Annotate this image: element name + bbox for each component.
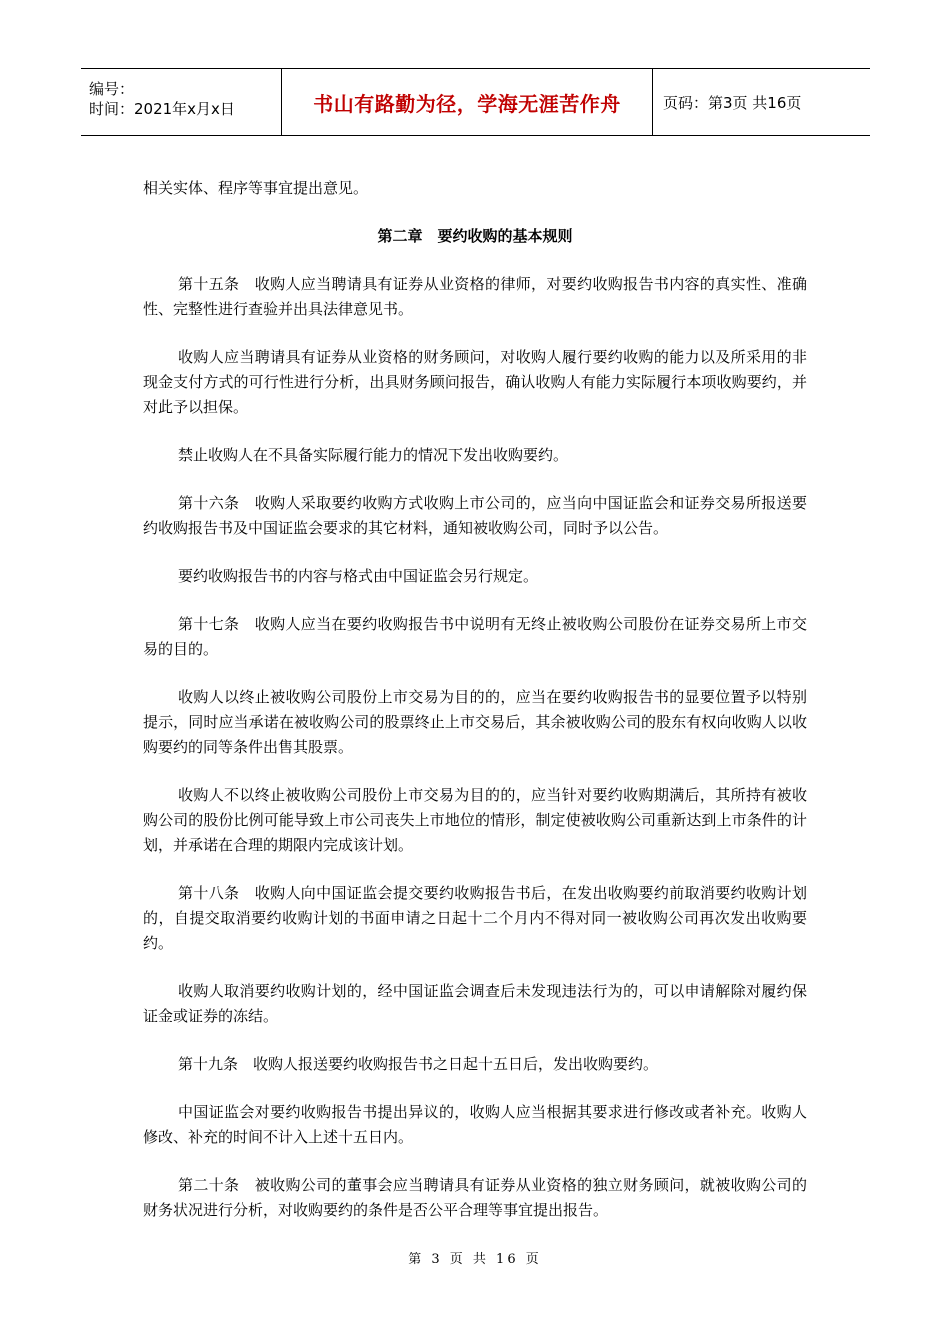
paragraph: 收购人以终止被收购公司股份上市交易为目的的，应当在要约收购报告书的显要位置予以特别提示，同时应当承诺在被收购公司的股票终止上市交易后，其余被收购公司的股东有权向收购人以收购要约的同等条件出售其股票。 (143, 688, 807, 756)
document-body (143, 176, 807, 1246)
chapter-heading: 第二章 要约收购的基本规则 (377, 227, 573, 245)
paragraph: 第十七条 收购人应当在要约收购报告书中说明有无终止被收购公司股份在证券交易所上市交易的目的。 (143, 615, 807, 658)
page-header (81, 68, 870, 136)
header-motto-cell (282, 69, 653, 135)
paragraph: 中国证监会对要约收购报告书提出异议的，收购人应当根据其要求进行修改或者补充。收购人修改、补充的时间不计入上述十五日内。 (143, 1103, 807, 1146)
paragraph: 收购人应当聘请具有证券从业资格的财务顾问，对收购人履行要约收购的能力以及所采用的非现金支付方式的可行性进行分析，出具财务顾问报告，确认收购人有能力实际履行本项收购要约，并对此予以担保。 (143, 348, 807, 416)
paragraph: 第十六条 收购人采取要约收购方式收购上市公司的，应当向中国证监会和证券交易所报送要约收购报告书及中国证监会要求的其它材料，通知被收购公司，同时予以公告。 (143, 494, 807, 537)
header-motto: 书山有路勤为径，学海无涯苦作舟 (313, 91, 621, 116)
paragraph: 禁止收购人在不具备实际履行能力的情况下发出收购要约。 (178, 446, 569, 464)
document-number-label: 编号： (89, 80, 135, 98)
header-info-cell (81, 69, 282, 135)
paragraph: 第十八条 收购人向中国证监会提交要约收购报告书后，在发出收购要约前取消要约收购计划的，自提交取消要约收购计划的书面申请之日起十二个月内不得对同一被收购公司再次发出收购要约。 (143, 884, 807, 952)
paragraph: 收购人取消要约收购计划的，经中国证监会调查后未发现违法行为的，可以申请解除对履约保证金或证券的冻结。 (143, 982, 807, 1025)
paragraph: 第十九条 收购人报送要约收购报告书之日起十五日后，发出收购要约。 (178, 1055, 659, 1073)
page-footer (0, 1248, 950, 1267)
paragraph: 收购人不以终止被收购公司股份上市交易为目的的，应当针对要约收购期满后，其所持有被收购公司的股份比例可能导致上市公司丧失上市地位的情形，制定使被收购公司重新达到上市条件的计划，并承诺在合理的期限内完成该计划。 (143, 786, 807, 854)
header-page-number: 页码：第3页 共16页 (663, 93, 802, 112)
footer-page-number: 第 3 页 共 16 页 (408, 1252, 542, 1267)
document-date-label: 时间：2021年x月x日 (89, 100, 235, 118)
paragraph: 第二十条 被收购公司的董事会应当聘请具有证券从业资格的独立财务顾问，就被收购公司的财务状况进行分析，对收购要约的条件是否公平合理等事宜提出报告。 (143, 1176, 807, 1219)
header-page-cell (653, 69, 870, 135)
paragraph: 相关实体、程序等事宜提出意见。 (143, 179, 369, 197)
paragraph: 要约收购报告书的内容与格式由中国证监会另行规定。 (178, 567, 539, 585)
paragraph: 第十五条 收购人应当聘请具有证券从业资格的律师，对要约收购报告书内容的真实性、准确性、完整性进行查验并出具法律意见书。 (143, 275, 807, 318)
